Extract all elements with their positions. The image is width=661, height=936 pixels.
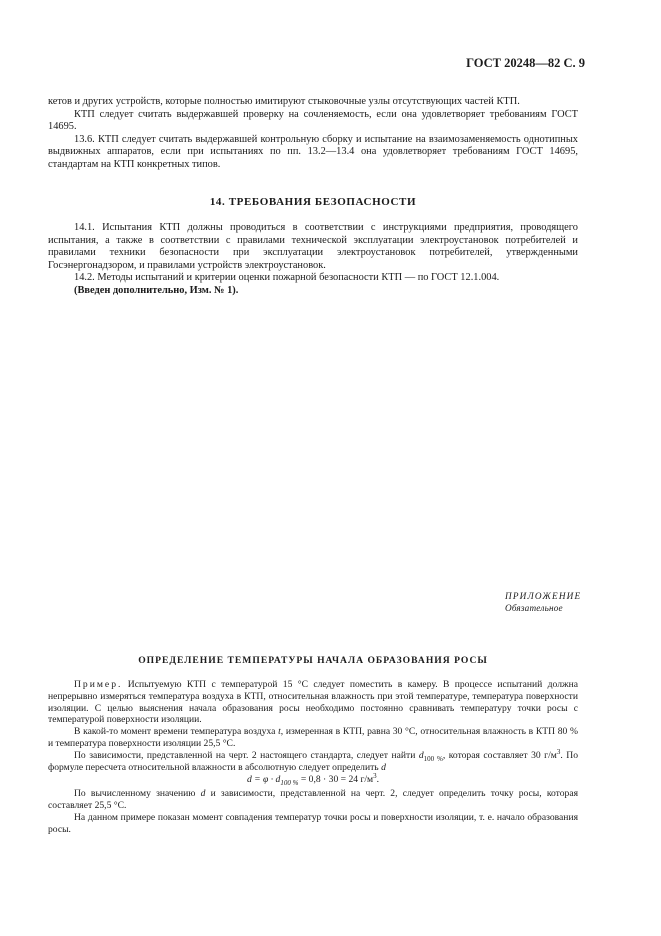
appendix-label: ПРИЛОЖЕНИЕ: [505, 591, 582, 601]
section-14-block: [48, 222, 578, 298]
section-14-title: 14. ТРЕБОВАНИЯ БЕЗОПАСНОСТИ: [209, 196, 417, 208]
paragraph-13-6: 13.6. КТП следует считать выдержавшей контрольную сборку и испытание на взаимозаменяемость однотипных выдвижных аппаратов, если при испытаниях по пп. 13.2—13.4 она удовлетворяет требованиям ГОСТ 14695, стандартам на КТП конкретных типов.: [48, 133, 578, 170]
paragraph-compatibility: КТП следует считать выдержавшей проверку на сочленяемость, если она удовлетворяет требованиям ГОСТ 14695.: [48, 108, 578, 133]
appendix-text-block: [48, 679, 578, 836]
dew-formula: $d = \varphi \cdot d_{100 \%} = 0,8 \cdot 30 = 24$ $г/м^3$.: [246, 772, 380, 788]
appendix-title: ОПРЕДЕЛЕНИЕ ТЕМПЕРАТУРЫ НАЧАЛА ОБРАЗОВАНИЯ РОСЫ: [138, 655, 488, 666]
appendix-paragraph-5: На данном примере показан момент совпадения температур точки росы и поверхности изоляции, т. е. начало образования росы.: [48, 811, 578, 835]
appendix-sublabel: Обязательное: [505, 603, 563, 613]
paragraph-continuation: кетов и других устройств, которые полностью имитируют стыковочные узлы отсутствующих частей КТП.: [48, 96, 520, 107]
top-text-block: [48, 96, 578, 172]
amendment-note: (Введен дополнительно, Изм. № 1).: [74, 284, 239, 296]
page-header: ГОСТ 20248—82 С. 9: [466, 56, 585, 70]
appendix-label-block: [505, 590, 581, 614]
paragraph-14-2: 14.2. Методы испытаний и критерии оценки пожарной безопасности КТП — по ГОСТ 12.1.004.: [74, 272, 500, 284]
example-word: Пример.: [74, 679, 123, 690]
appendix-paragraph-2: В какой-то момент времени температура воздуха t, измеренная в КТП, равна 30 °С, относительная влажность в КТП 80 % и температура поверхности изоляции 25,5 °С.: [48, 726, 578, 749]
appendix-paragraph-3: По зависимости, представленной на черт. 2 настоящего стандарта, следует найти $d_{100 \%}$, которая составляет 30 $г/м^3$. По формуле пересчета относительной влажности в абсолютную следует определить d: [48, 747, 578, 773]
paragraph-14-1: 14.1. Испытания КТП должны проводиться в соответствии с инструкциями предприятия, проводящего испытания, а также в соответствии с правилами технической эксплуатации электроустановок потребителей и правилами техники безопасности при эксплуатации электроустановок потребителей, утвержденными Госэнергонадзором, и правилами устройств электроустановок.: [48, 222, 578, 271]
appendix-paragraph-1: Пример. Испытуемую КТП с температурой 15 °С следует поместить в камеру. В процессе испытаний должна непрерывно измеряться температура воздуха в КТП, относительная влажность при этой температуре, температура поверхности изоляции. С целью выяснения начала образования росы необходимо постоянно сравнивать температуру точки росы с температурой поверхности изоляции.: [48, 679, 579, 726]
appendix-paragraph-4: По вычисленному значению d и зависимости, представленной на черт. 2, следует определить точку росы, которая составляет 25,5 °С.: [48, 788, 578, 812]
